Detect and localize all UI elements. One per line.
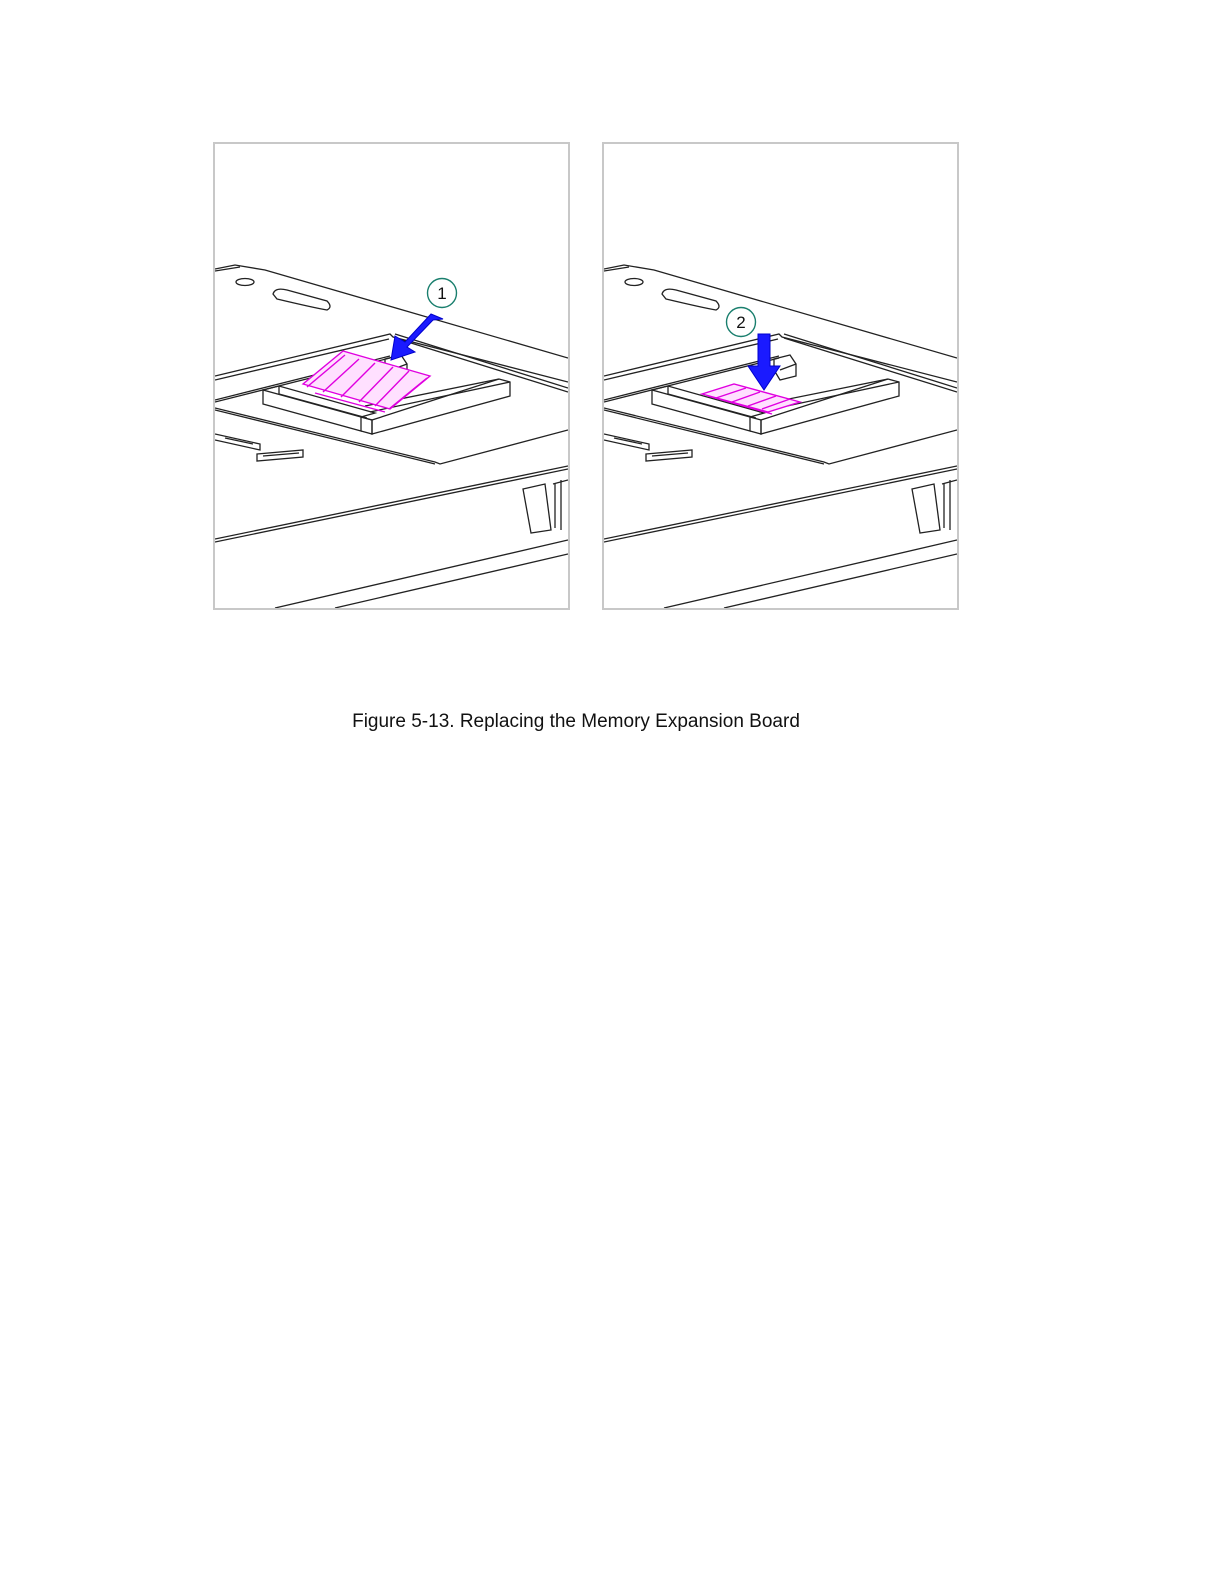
insert-direction-arrow: [391, 314, 443, 360]
figure-caption: Figure 5-13. Replacing the Memory Expansion Board: [352, 711, 800, 732]
drawing-step-1: [215, 144, 568, 608]
drawing-step-2: [604, 144, 957, 608]
laptop-base-outline: [604, 265, 957, 608]
callout-2-label: 2: [736, 313, 746, 332]
figure-panel-step-2: [602, 142, 959, 610]
callout-1-label: 1: [437, 284, 447, 303]
laptop-base-outline: [215, 265, 568, 608]
figure-panel-step-1: [213, 142, 570, 610]
callout-1: [428, 279, 457, 308]
callout-2: [727, 308, 756, 337]
